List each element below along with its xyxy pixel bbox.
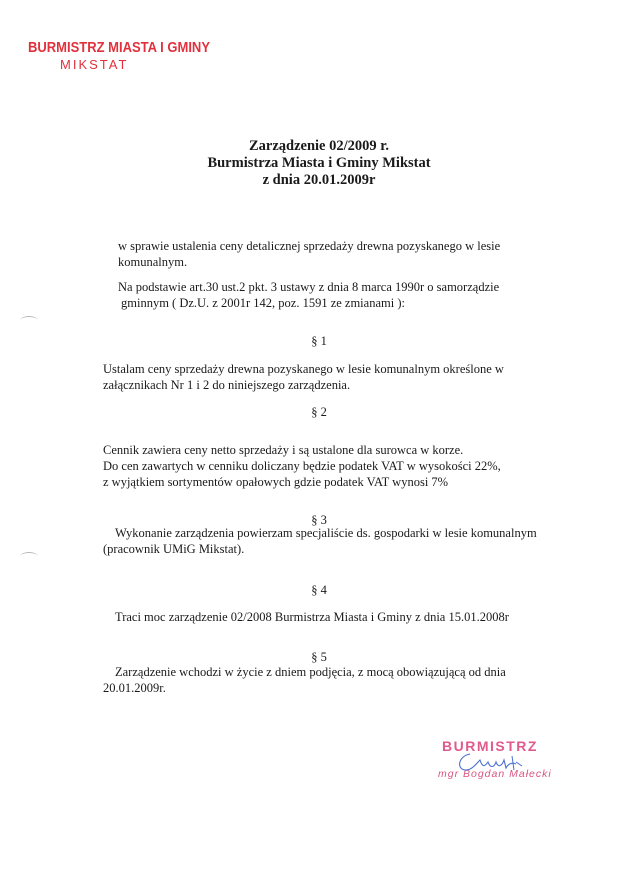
title-line-3: z dnia 20.01.2009r [262, 172, 376, 188]
section-heading-2: § 2 [311, 405, 327, 419]
title-line-2: Burmistrza Miasta i Gminy Mikstat [207, 155, 431, 171]
stamp-line-1: BURMISTRZ MIASTA I GMINY [28, 38, 210, 56]
section-heading-3: § 3 [311, 513, 327, 527]
section-heading-4: § 4 [311, 583, 327, 597]
section-1-line-2: załącznikach Nr 1 i 2 do niniejszego zarządzenia. [103, 378, 351, 392]
section-3-line-1: Wykonanie zarządzenia powierzam specjaliście ds. gospodarki w lesie komunalnym [115, 526, 537, 540]
section-heading-1: § 1 [311, 334, 327, 348]
section-2-line-1: Cennik zawiera ceny netto sprzedaży i są ustalone dla surowca w korze. [103, 443, 464, 457]
section-5-line-2: 20.01.2009r. [103, 681, 166, 695]
intro-line-2: komunalnym. [118, 255, 188, 269]
signature-role: BURMISTRZ [442, 738, 538, 754]
section-5-line-1: Zarządzenie wchodzi w życie z dniem podjęcia, z mocą obowiązującą od dnia [115, 665, 506, 679]
section-body-2 [103, 442, 501, 490]
section-1-line-1: Ustalam ceny sprzedaży drewna pozyskanego w lesie komunalnym określone w [103, 362, 504, 376]
basis-line-1: Na podstawie art.30 ust.2 pkt. 3 ustawy z dnia 8 marca 1990r o samorządzie [118, 280, 500, 294]
handwritten-signature-icon [452, 750, 532, 776]
section-3-line-2: (pracownik UMiG Mikstat). [103, 542, 245, 556]
signature-name: mgr Bogdan Małecki [438, 768, 552, 780]
section-4-line-1: Traci moc zarządzenie 02/2008 Burmistrza Miasta i Gminy z dnia 15.01.2008r [115, 610, 509, 624]
punch-hole-mark [20, 316, 38, 325]
section-body-1 [103, 361, 504, 393]
intro-paragraph [118, 238, 500, 270]
section-body-4 [115, 609, 509, 625]
title-line-1: Zarządzenie 02/2009 r. [248, 138, 389, 154]
signature-stamp [438, 738, 552, 780]
office-stamp [28, 38, 210, 72]
section-2-line-2: Do cen zawartych w cenniku doliczany będzie podatek VAT w wysokości 22%, [103, 459, 501, 473]
section-2-line-3: z wyjątkiem sortymentów opałowych gdzie podatek VAT wynosi 7% [103, 475, 449, 489]
section-body-3 [103, 525, 537, 557]
section-body-5 [103, 664, 506, 696]
section-heading-5: § 5 [311, 650, 327, 664]
punch-hole-mark [20, 552, 38, 561]
basis-line-2: gminnym ( Dz.U. z 2001r 142, poz. 1591 ze zmianami ): [121, 296, 405, 310]
intro-line-1: w sprawie ustalenia ceny detalicznej sprzedaży drewna pozyskanego w lesie [118, 239, 501, 253]
document-title [0, 138, 638, 189]
legal-basis-paragraph [118, 279, 499, 311]
stamp-line-2: MIKSTAT [60, 57, 129, 72]
